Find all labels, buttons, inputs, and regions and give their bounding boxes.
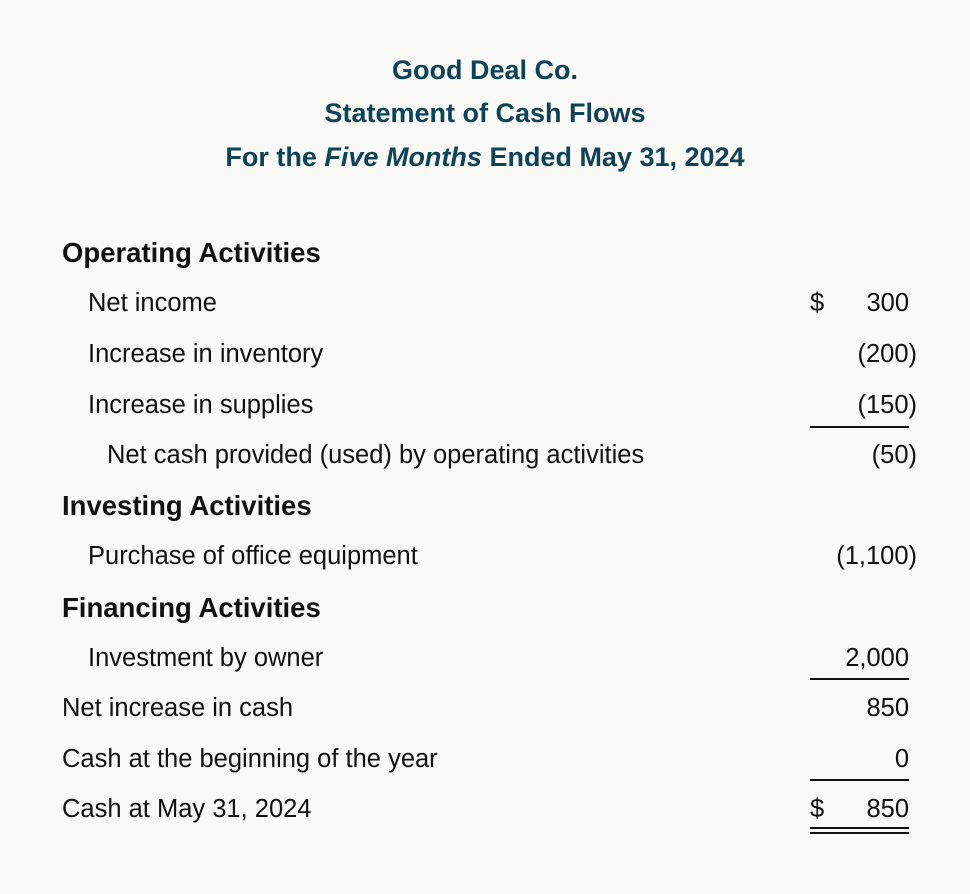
- net-operating-label: Net cash provided (used) by operating activities: [107, 441, 645, 469]
- investing-section-title: Investing Activities: [62, 490, 312, 521]
- company-name: Good Deal Co.: [391, 55, 578, 85]
- supplies-value: (150): [857, 391, 917, 419]
- investing-section-row: [0, 490, 970, 524]
- beginning-cash-row: [0, 745, 970, 779]
- net-operating-value: (50): [871, 441, 917, 469]
- period-suffix: Ended May 31, 2024: [481, 142, 745, 172]
- period-italic: Five Months: [324, 142, 482, 172]
- financing-section-title: Financing Activities: [62, 592, 321, 623]
- ending-cash-value: 850: [866, 795, 909, 823]
- supplies-row: [0, 391, 970, 425]
- net-income-dollar-sign: $: [810, 289, 825, 317]
- operating-section-title: Operating Activities: [62, 237, 321, 268]
- owner-investment-row: [0, 644, 970, 678]
- supplies-label: Increase in supplies: [88, 391, 314, 419]
- beginning-cash-label: Cash at the beginning of the year: [62, 745, 438, 773]
- ending-cash-dollar-sign: $: [810, 795, 825, 823]
- financing-subtotal-rule: [810, 678, 909, 680]
- net-income-label: Net income: [88, 289, 217, 317]
- net-increase-label: Net increase in cash: [62, 694, 294, 722]
- net-increase-value: 850: [866, 694, 909, 722]
- net-increase-row: [0, 694, 970, 728]
- operating-section-row: [0, 237, 970, 271]
- ending-cash-row: [0, 795, 970, 829]
- beginning-cash-rule: [810, 779, 909, 781]
- net-income-value: 300: [866, 289, 909, 317]
- operating-subtotal-rule: [810, 426, 909, 428]
- net-income-row: [0, 289, 970, 323]
- ending-cash-label: Cash at May 31, 2024: [62, 795, 312, 823]
- statement-title: Statement of Cash Flows: [324, 98, 646, 128]
- equipment-row: [0, 542, 970, 576]
- net-operating-row: [0, 441, 970, 475]
- inventory-row: [0, 340, 970, 374]
- inventory-label: Increase in inventory: [88, 340, 324, 368]
- period-prefix: For the: [225, 142, 325, 172]
- financing-section-row: [0, 592, 970, 626]
- beginning-cash-value: 0: [894, 745, 909, 773]
- owner-investment-label: Investment by owner: [88, 644, 324, 672]
- equipment-value: (1,100): [836, 542, 917, 570]
- equipment-label: Purchase of office equipment: [88, 542, 418, 570]
- owner-investment-value: 2,000: [845, 644, 909, 672]
- statement-period: [0, 142, 970, 173]
- inventory-value: (200): [857, 340, 917, 368]
- ending-cash-double-rule: [810, 827, 909, 834]
